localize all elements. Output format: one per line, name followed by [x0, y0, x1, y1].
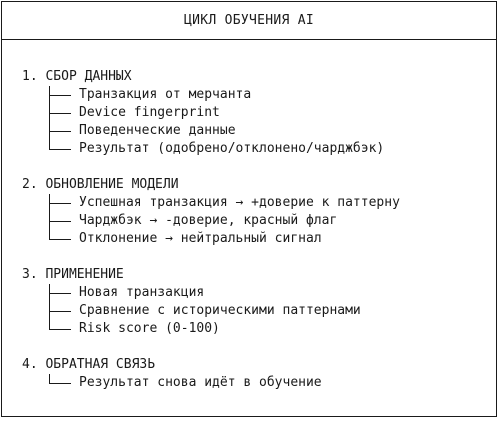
tree-branch-connector	[49, 122, 71, 140]
tree-branch-connector	[49, 302, 71, 320]
section-heading: 3. ПРИМЕНЕНИЕ	[22, 267, 124, 282]
section-application	[22, 266, 492, 338]
tree-item-label: Отклонение → нейтральный сигнал	[79, 231, 322, 246]
tree-item-label: Новая транзакция	[79, 285, 205, 300]
tree-last-connector	[49, 140, 71, 158]
tree-item	[22, 104, 492, 122]
tree-item	[22, 86, 492, 104]
tree-item-label: Чарджбэк → -доверие, красный флаг	[79, 213, 338, 228]
tree-item-label: Поведенческие данные	[79, 123, 236, 138]
tree-branch-connector	[49, 194, 71, 212]
section-heading: 2. ОБНОВЛЕНИЕ МОДЕЛИ	[22, 177, 179, 192]
tree-branch-connector	[49, 104, 71, 122]
tree-branch-connector	[49, 284, 71, 302]
tree-item-label: Сравнение с историческими паттернами	[79, 303, 361, 318]
tree-item-label: Risk score (0-100)	[79, 321, 220, 336]
tree-item	[22, 284, 492, 302]
sections-list	[22, 68, 492, 410]
tree-item	[22, 374, 492, 392]
tree-item-label: Результат (одобрено/отклонено/чарджбэк)	[79, 141, 385, 156]
section-heading: 4. ОБРАТНАЯ СВЯЗЬ	[22, 357, 156, 372]
tree-item	[22, 302, 492, 320]
tree-item-label: Транзакция от мерчанта	[79, 87, 252, 102]
tree-item	[22, 140, 492, 158]
tree-item-label: Device fingerprint	[79, 105, 220, 120]
tree-last-connector	[49, 374, 71, 392]
tree-last-connector	[49, 230, 71, 248]
tree-item	[22, 320, 492, 338]
section-heading: 1. СБОР ДАННЫХ	[22, 69, 132, 84]
tree-item-label: Успешная транзакция → +доверие к паттерну	[79, 195, 400, 210]
tree-item-label: Результат снова идёт в обучение	[79, 375, 322, 390]
tree-item	[22, 230, 492, 248]
tree-item	[22, 212, 492, 230]
tree-branch-connector	[49, 86, 71, 104]
tree-item	[22, 194, 492, 212]
section-feedback	[22, 356, 492, 392]
tree-branch-connector	[49, 212, 71, 230]
section-data-collection	[22, 68, 492, 158]
tree-item	[22, 122, 492, 140]
section-model-update	[22, 176, 492, 248]
diagram-title: ЦИКЛ ОБУЧЕНИЯ AI	[2, 2, 496, 40]
tree-last-connector	[49, 320, 71, 338]
diagram-frame	[1, 1, 497, 417]
